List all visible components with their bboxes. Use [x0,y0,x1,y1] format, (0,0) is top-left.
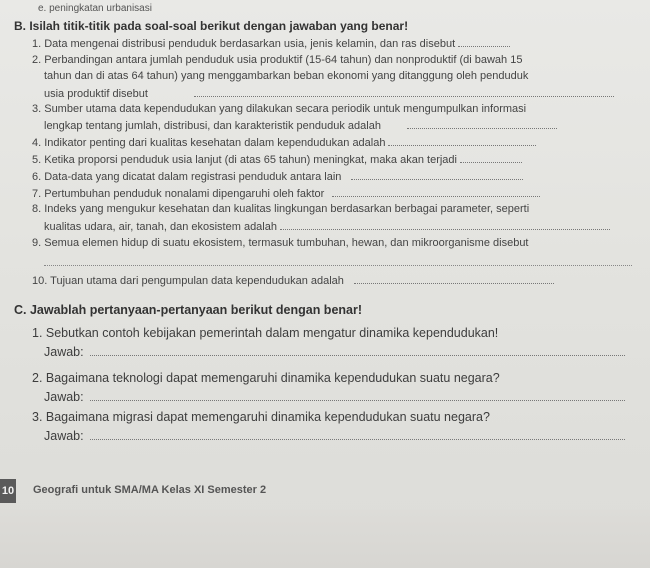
answer-blank[interactable] [194,87,614,97]
b-item-3: 3. Sumber utama data kependudukan yang dilakukan secara periodik untuk mengumpulkan informasi [32,103,527,115]
b-item-8-cont: kualitas udara, air, tanah, dan ekosistem adalah [44,220,610,234]
b-item-8: 8. Indeks yang mengukur kesehatan dan kualitas lingkungan berdasarkan berbagai parameter, seperti [32,203,530,215]
page-number: 10 [0,479,16,503]
answer-line[interactable] [90,430,625,440]
b-item-10: 10. Tujuan utama dari pengumpulan data kependudukan adalah [32,274,554,288]
c-answer-1: Jawab: [44,345,625,360]
blank-page-area [0,510,650,568]
c-answer-2: Jawab: [44,390,625,405]
book-title: Geografi untuk SMA/MA Kelas XI Semester 2 [33,484,267,496]
b-item-9-answer-line[interactable] [44,265,632,266]
b-item-2-cont: tahun dan di atas 64 tahun) yang menggambarkan beban ekonomi yang ditanggung oleh penduduk [44,70,529,82]
b-item-2-end: usia produktif disebut [44,87,614,101]
answer-blank[interactable] [407,119,557,129]
b-item-7: 7. Pertumbuhan penduduk nonalami dipengaruhi oleh faktor [32,187,540,201]
answer-line[interactable] [90,391,625,401]
b-item-4: 4. Indikator penting dari kualitas kesehatan dalam kependudukan adalah [32,136,536,150]
b-item-6: 6. Data-data yang dicatat dalam registrasi penduduk antara lain [32,170,523,184]
c-answer-3: Jawab: [44,429,625,444]
section-b-heading: B. Isilah titik-titik pada soal-soal berikut dengan jawaban yang benar! [14,19,409,33]
answer-blank[interactable] [354,274,554,284]
answer-blank[interactable] [458,37,510,47]
b-item-2: 2. Perbandingan antara jumlah penduduk usia produktif (15-64 tahun) dan nonproduktif (di bawah 15 [32,54,523,66]
c-question-3: 3. Bagaimana migrasi dapat memengaruhi dinamika kependudukan suatu negara? [32,410,490,424]
b-item-5: 5. Ketika proporsi penduduk usia lanjut (di atas 65 tahun) meningkat, maka akan terjadi [32,153,522,167]
top-fragment: e. peningkatan urbanisasi [38,3,152,14]
answer-blank[interactable] [388,136,536,146]
answer-blank[interactable] [280,220,610,230]
answer-blank[interactable] [460,153,522,163]
answer-blank[interactable] [332,187,540,197]
b-item-1: 1. Data mengenai distribusi penduduk berdasarkan usia, jenis kelamin, dan ras disebut [32,37,510,51]
answer-blank[interactable] [351,170,523,180]
b-item-9: 9. Semua elemen hidup di suatu ekosistem, termasuk tumbuhan, hewan, dan mikroorganisme disebut [32,237,529,249]
c-question-2: 2. Bagaimana teknologi dapat memengaruhi dinamika kependudukan suatu negara? [32,371,500,385]
section-c-heading: C. Jawablah pertanyaan-pertanyaan berikut dengan benar! [14,303,363,317]
c-question-1: 1. Sebutkan contoh kebijakan pemerintah dalam mengatur dinamika kependudukan! [32,326,499,340]
answer-line[interactable] [90,346,625,356]
b-item-3-cont: lengkap tentang jumlah, distribusi, dan karakteristik penduduk adalah [44,119,557,133]
